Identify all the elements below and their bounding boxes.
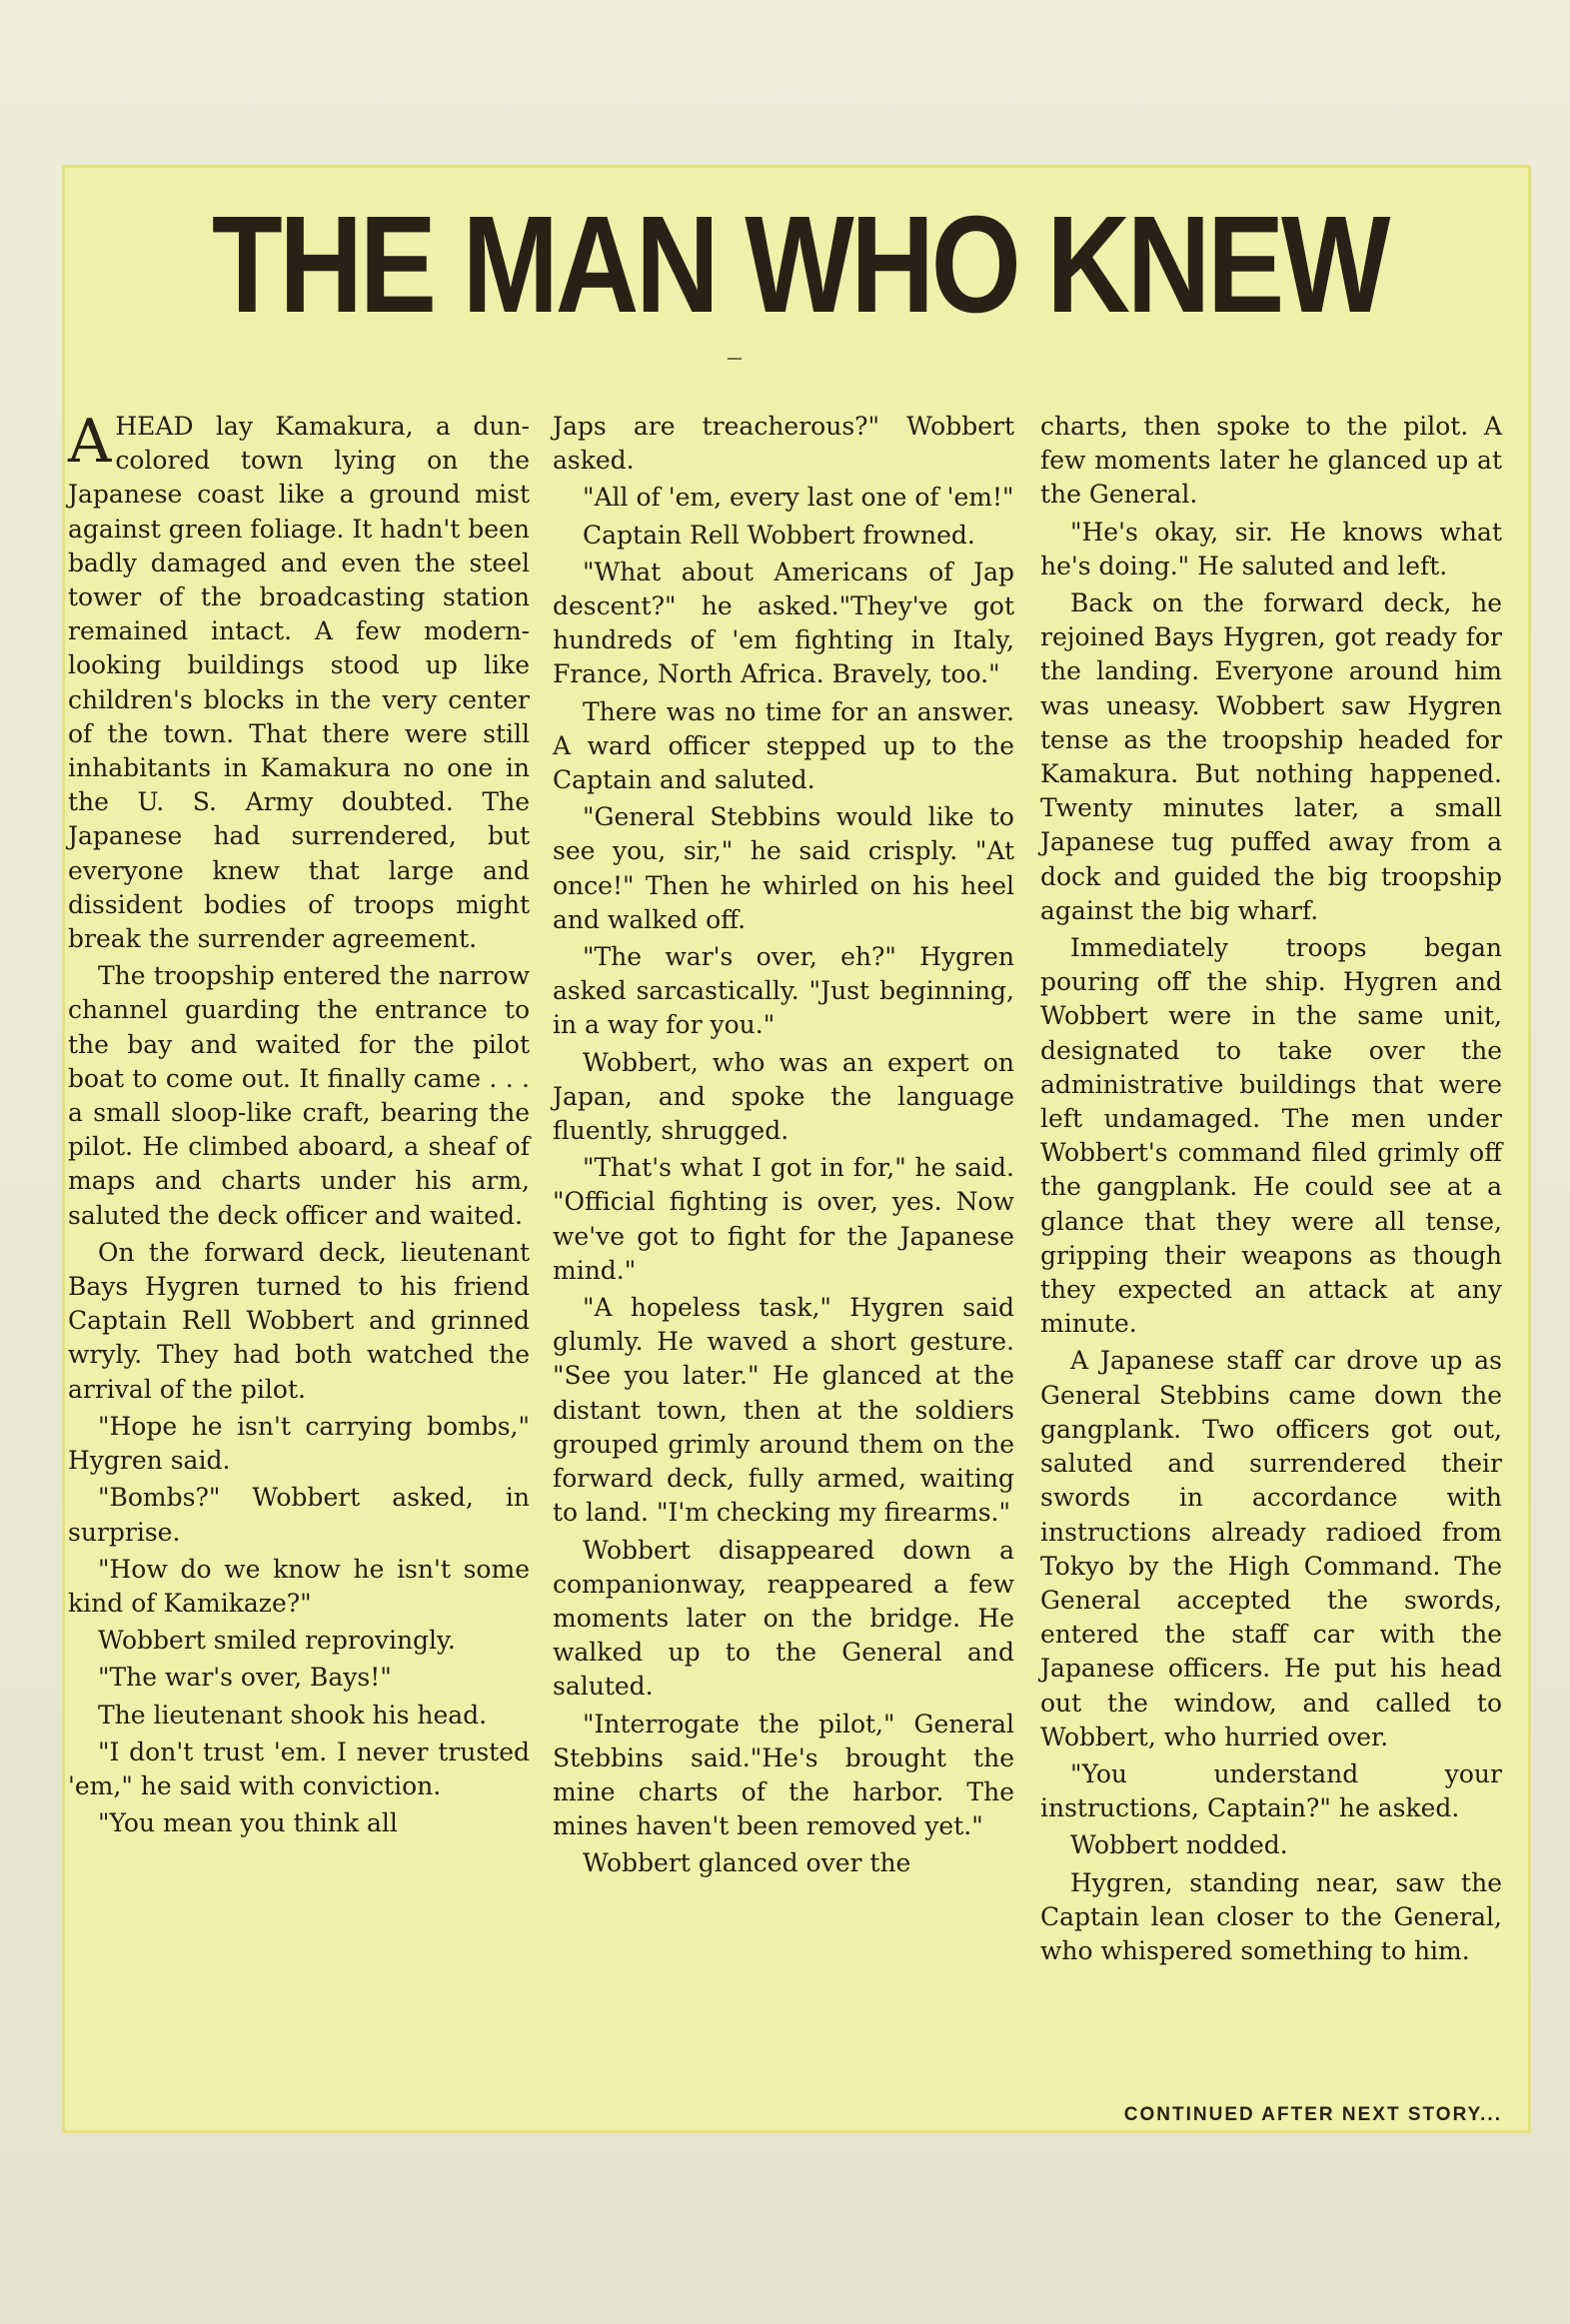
paragraph: Wobbert, who was an expert on Japan, and spoke the language fluently, shrugged. [553,1047,1014,1146]
paragraph: "That's what I got in for," he said. "Official fighting is over, yes. Now we've got to fight for the Japanese mind." [553,1153,1014,1285]
paragraph: On the forward deck, lieutenant Bays Hygren turned to his friend Captain Rell Wobbert and grinned wryly. They had both watched the arrival of the pilot. [68,1237,530,1404]
paragraph: "How do we know he isn't some kind of Kamikaze?" [68,1554,530,1618]
paragraph: charts, then spoke to the pilot. A few moments later he glanced up at the General. [1040,412,1502,510]
paragraph: "Bombs?" Wobbert asked, in surprise. [68,1483,530,1547]
paragraph: Back on the forward deck, he rejoined Bays Hygren, got ready for the landing. Everyone around him was uneasy. Wobbert saw Hygren tense as the troopship headed for Kamakura. But nothing happened. Twenty minutes later, a small Japanese tug puffed away from a dock and guided the big troopship against the big wharf. [1040,588,1502,925]
drop-cap: A [68,407,112,477]
story-title: THE MAN WHO KNEW [211,188,1388,342]
paragraph: Japs are treacherous?" Wobbert asked. [553,412,1014,476]
paragraph: Captain Rell Wobbert frowned. [583,520,975,550]
paragraph: AHEAD lay Kamakura, a dun-colored town lying on the Japanese coast like a ground mist against green foliage. It hadn't been badly damaged and even the steel tower of the broadcasting station remained intact. A few modern-looking buildings stood up like children's blocks in the very center of the town. That there were still inhabitants in Kamakura no one in the U. S. Army doubted. The Japanese had surrendered, but everyone knew that large and dissident bodies of troops might break the surrender agreement. [68,407,530,954]
paragraph: "You understand your instructions, Captain?" he asked. [1040,1758,1502,1823]
paragraph: Wobbert disappeared down a companionway, reappeared a few moments later on the bridge. He walked up to the General and saluted. [553,1535,1014,1702]
paragraph: Wobbert smiled reprovingly. [98,1626,456,1656]
paragraph: There was no time for an answer. A ward officer stepped up to the Captain and saluted. [553,696,1014,795]
paragraph: Hygren, standing near, saw the Captain lean closer to the General, who whispered something to him. [1040,1867,1502,1965]
text-column-3 [1040,410,1502,2108]
paragraph: "I don't trust 'em. I never trusted 'em," he said with conviction. [68,1737,530,1800]
paragraph: "You mean you think all [98,1808,398,1838]
paragraph: "The war's over, Bays!" [98,1663,392,1693]
paragraph: "He's okay, sir. He knows what he's doing." He saluted and left. [1040,517,1502,581]
paragraph: "A hopeless task," Hygren said glumly. He waved a short gesture. "See you later." He glanced at the distant town, then at the soldiers grouped grimly around them on the forward deck, fully armed, waiting to land. "I'm checking my firearms." [553,1293,1014,1528]
paragraph: "All of 'em, every last one of 'em!" [583,483,1014,513]
paragraph: Immediately troops began pouring off the ship. Hygren and Wobbert were in the same unit, designated to take over the administrative buildings that were left undamaged. The men under Wobbert's command filed grimly off the gangplank. He could see at a glance that they were all tense, gripping their weapons as though they expected an attack at any minute. [1040,933,1502,1339]
paragraph: Wobbert glanced over the [583,1848,911,1878]
title-rule [728,358,742,360]
paragraph: The lieutenant shook his head. [98,1700,488,1730]
paragraph: "Hope he isn't carrying bombs," Hygren said. [68,1411,530,1476]
paragraph: "Interrogate the pilot," General Stebbins said."He's brought the mine charts of the harbor. The mines haven't been removed yet." [553,1709,1014,1841]
paragraph: "General Stebbins would like to see you, sir," he said crisply. "At once!" Then he whirled on his heel and walked off. [553,802,1014,934]
paragraph: "What about Americans of Jap descent?" he asked."They've got hundreds of 'em fighting in Italy, France, North Africa. Bravely, too." [553,557,1014,689]
text-column-2 [553,410,1014,2108]
paragraph: A Japanese staff car drove up as General Stebbins came down the gangplank. Two officers got out, saluted and surrendered their swords in accordance with instructions already radioed from Tokyo by the High Command. The General accepted the swords, entered the staff car with the Japanese officers. He put his head out the window, and called to Wobbert, who hurried over. [1040,1346,1502,1751]
paragraph: The troopship entered the narrow channel guarding the entrance to the bay and waited for the pilot boat to come out. It finally came . . . a small sloop-like craft, bearing the pilot. He climbed aboard, a sheaf of maps and charts under his arm, saluted the deck officer and waited. [68,961,530,1230]
paragraph: "The war's over, eh?" Hygren asked sarcastically. "Just beginning, in a way for you." [553,942,1014,1040]
continued-note: CONTINUED AFTER NEXT STORY... [1123,2104,1502,2125]
paragraph: Wobbert nodded. [1070,1830,1288,1860]
text-column-1 [68,407,530,2108]
